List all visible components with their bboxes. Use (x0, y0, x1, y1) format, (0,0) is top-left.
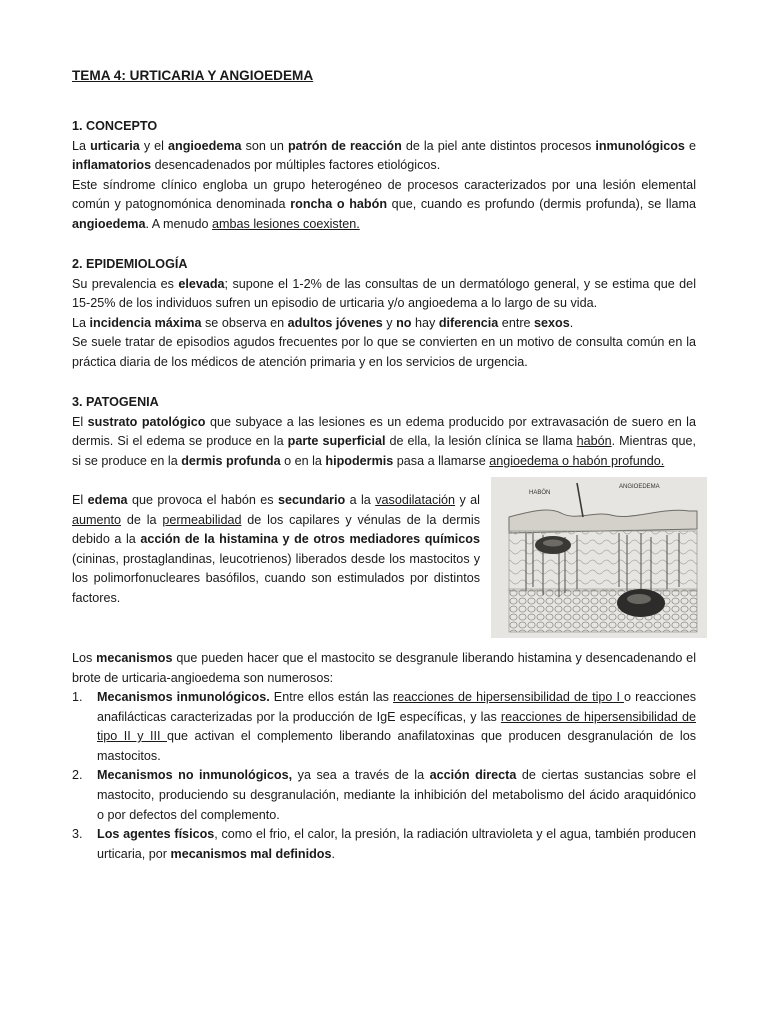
section-patogenia (72, 393, 696, 471)
skin-diagram-illustration (491, 477, 707, 638)
section-epidemiologia (72, 255, 696, 373)
list-item: 3. Los agentes físicos, como el frio, el calor, la presión, la radiación ultravioleta y el agua, también producen urticaria, por mecanismos mal definidos. (72, 827, 696, 861)
paragraph: La urticaria y el angioedema son un patrón de reacción de la piel ante distintos procesos inmunológicos e inflamatorios desencadenados por múltiples factores etiológicos. (72, 138, 696, 173)
section-heading: 3. PATOGENIA (72, 395, 159, 409)
paragraph: Se suele tratar de episodios agudos frecuentes por lo que se convierten en un motivo de consulta común en la práctica diaria de los médicos de atención primaria y en los servicios de urgencia. (72, 335, 696, 369)
section-concepto (72, 117, 696, 235)
paragraph: La incidencia máxima se observa en adultos jóvenes y no hay diferencia entre sexos. (72, 315, 574, 330)
mechanisms-list (72, 688, 696, 864)
section-heading: 2. EPIDEMIOLOGÍA (72, 257, 188, 271)
paragraph-edema: El edema que provoca el habón es secundario a la vasodilatación y al aumento de la permeabilidad de los capilares y vénulas de la dermis debido a la acción de la histamina y de otros mediadores químicos (cininas, prostaglandinas, leucotrienos) liberados desde los mastocitos y los polimorfonucleares basófilos, cuando son estimulados por distintos factores. (72, 493, 480, 605)
paragraph: Su prevalencia es elevada; supone el 1-2% de las consultas de un dermatólogo general, y se estima que del 15-25% de los individuos sufren un episodio de urticaria y/o angioedema a lo largo de su vida. (72, 276, 696, 311)
skin-diagram-figure (491, 477, 707, 638)
section-heading: 1. CONCEPTO (72, 119, 158, 133)
paragraph: Este síndrome clínico engloba un grupo heterogéneo de procesos caracterizados por una lesión elemental común y patognomónica denominada roncha o habón que, cuando es profundo (dermis profunda), se llama angioedema. A menudo ambas lesiones coexisten. (72, 177, 696, 231)
list-item: 1. Mecanismos inmunológicos. Entre ellos están las reacciones de hipersensibilidad de tipo I o reacciones anafilácticas caracterizadas por la producción de IgE específicas, y las reacciones de hipersensibilidad de tipo II y III que activan el complemento liberando anafilatoxinas que producen desgranulación de los mastocitos. (72, 690, 697, 763)
figure-label-angioedema: ANGIOEDEMA (619, 484, 660, 490)
figure-label-habon: HABÓN (529, 490, 551, 496)
document-title: TEMA 4: URTICARIA Y ANGIOEDEMA (72, 68, 314, 83)
paragraph-mecanismos: Los mecanismos que pueden hacer que el mastocito se desgranule liberando histamina y desencadenando el brote de urticaria-angioedema son numerosos: (72, 651, 696, 685)
list-item: 2. Mecanismos no inmunológicos, ya sea a través de la acción directa de ciertas sustancias sobre el mastocito, produciendo su desgranulación, mediante la inhibición del metabolismo del ácido araquidónico o por defectos del complemento. (72, 768, 697, 822)
paragraph: El sustrato patológico que subyace a las lesiones es un edema producido por extravasación de suero en la dermis. Si el edema se produce en la parte superficial de ella, la lesión clínica se llama habón. Mientras que, si se produce en la dermis profunda o en la hipodermis pasa a llamarse angioedema o habón profundo. (72, 414, 696, 468)
